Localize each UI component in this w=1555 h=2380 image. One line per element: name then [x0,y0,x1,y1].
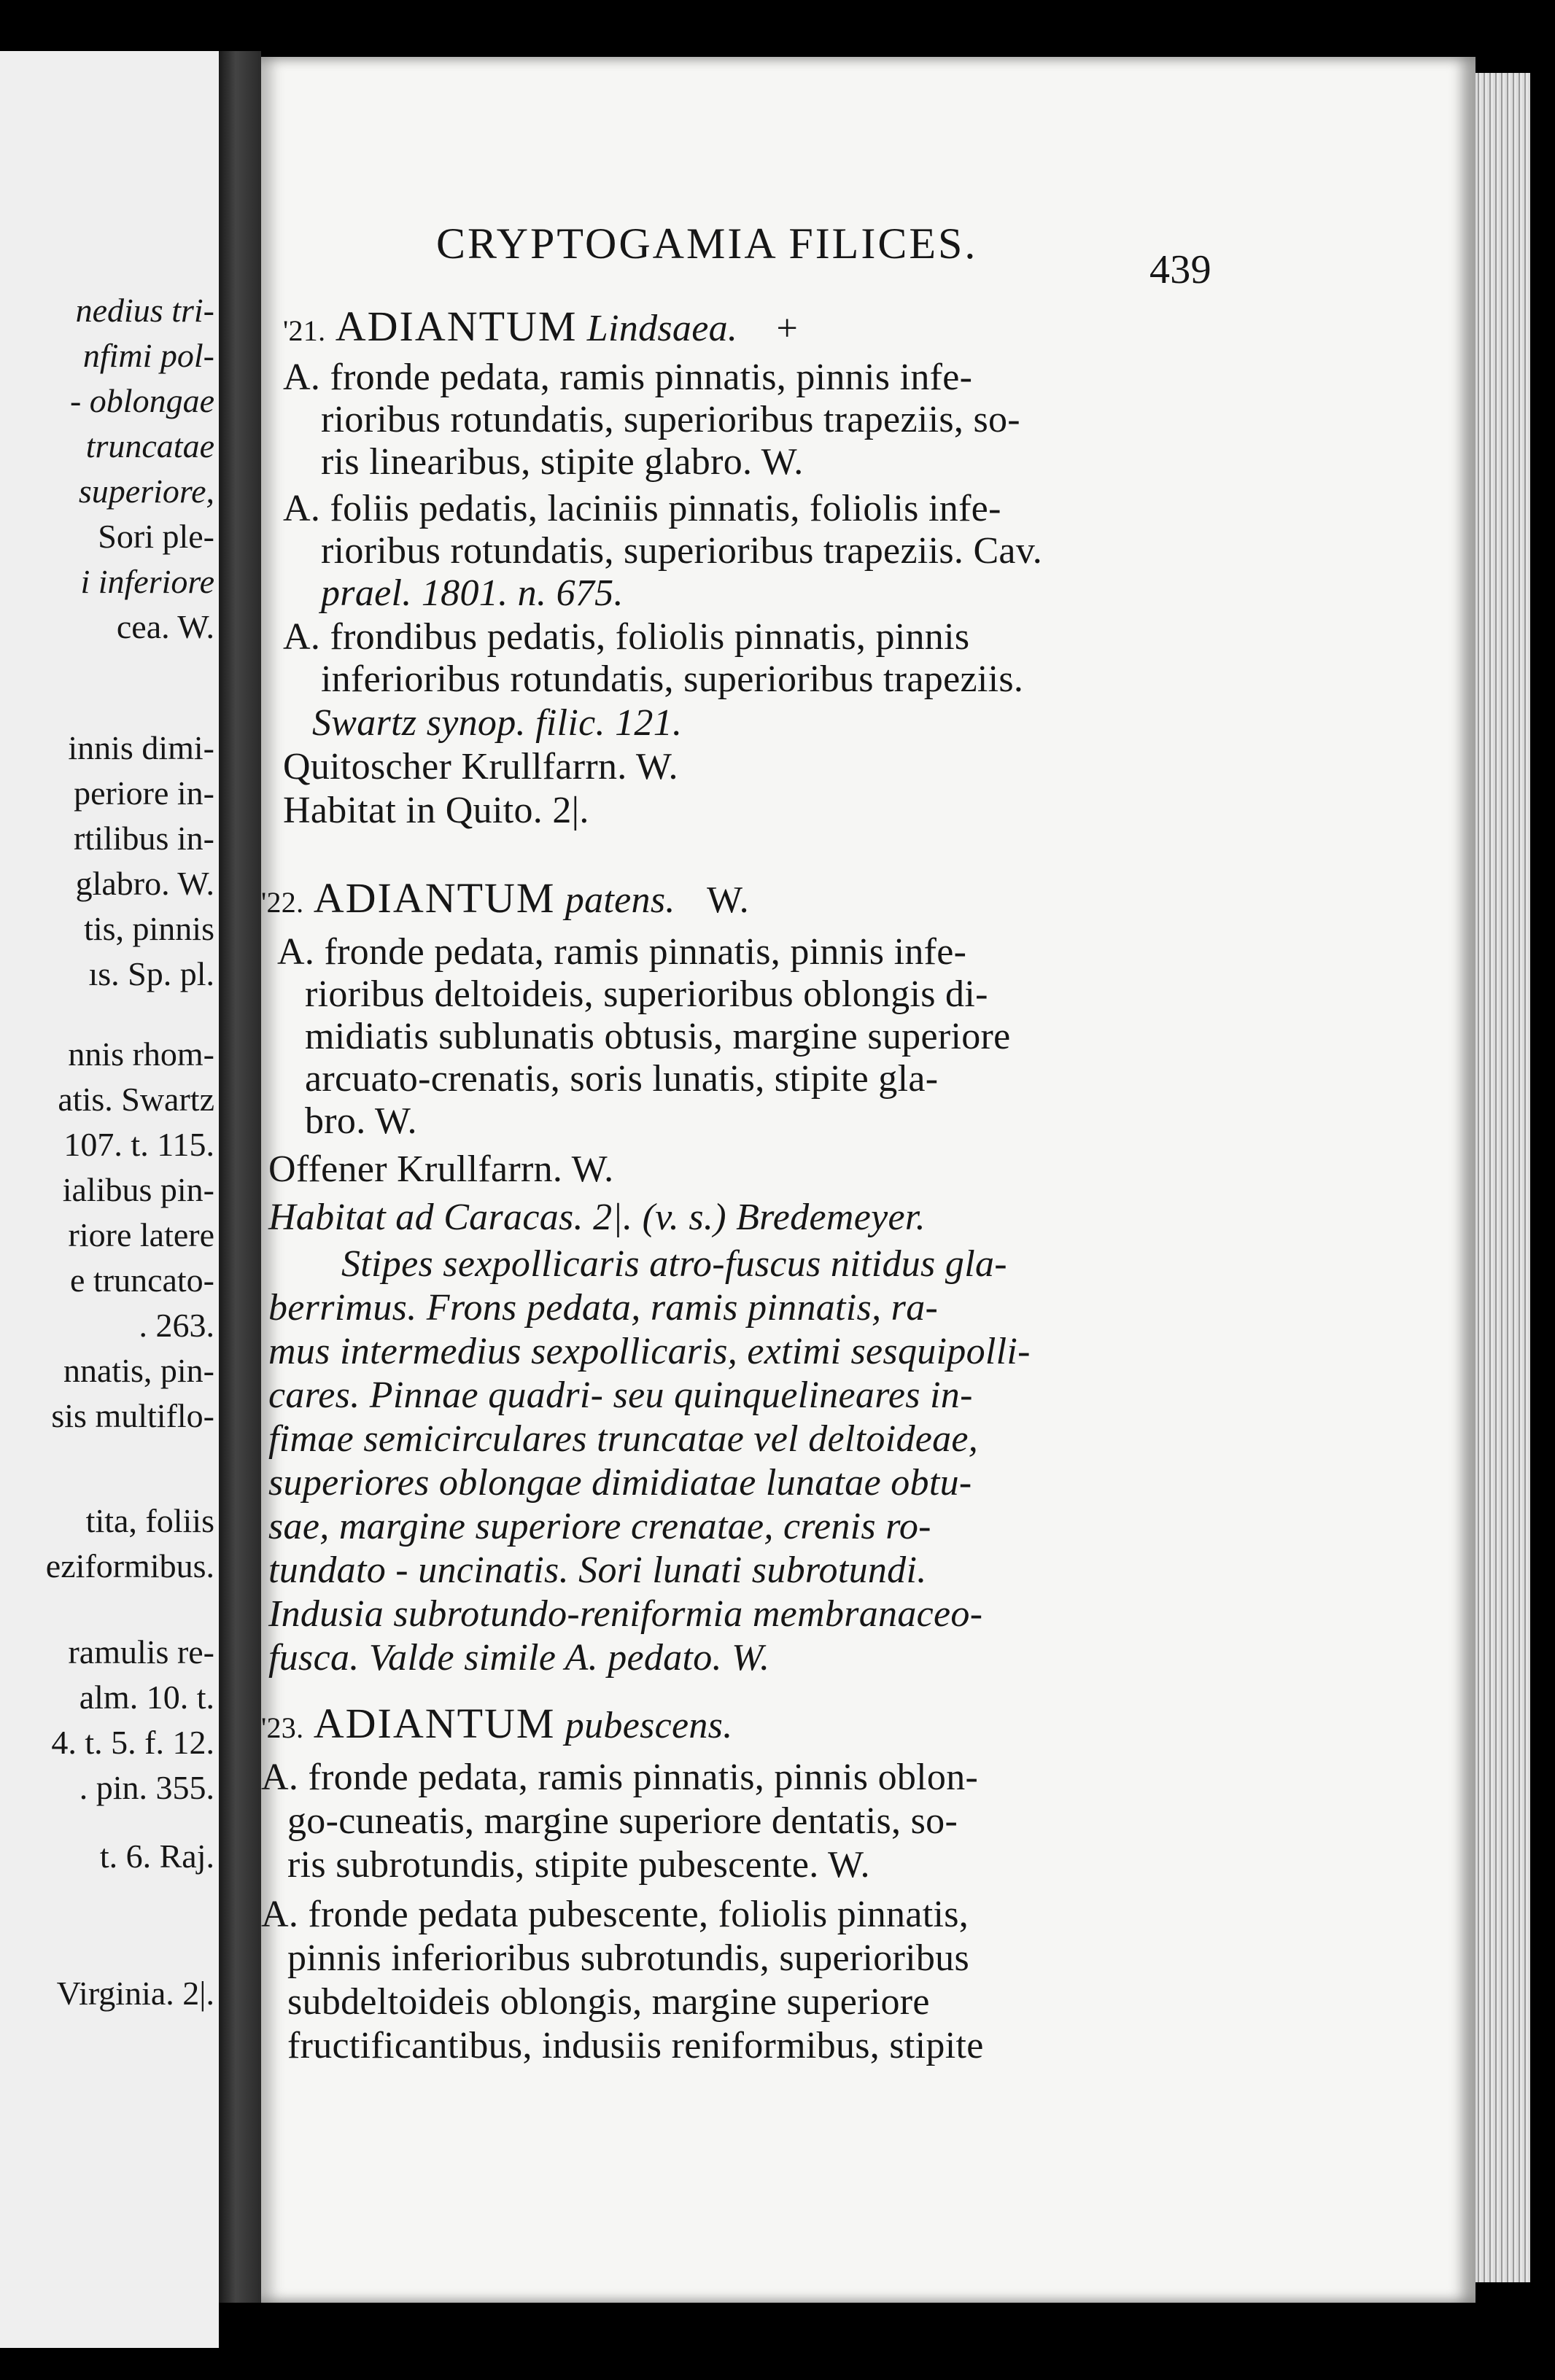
left-page-line: nnatis, pin- [63,1352,214,1389]
left-page-line: rtilibus in- [74,820,214,857]
left-page-line: 107. t. 115. [63,1126,214,1163]
left-page-line: superiore, [78,472,214,510]
left-page-line: periore in- [74,774,214,812]
left-page-line: eziformibus. [45,1547,214,1584]
book-gutter [219,51,261,2348]
entry-line: bro. W. [305,1100,417,1142]
left-page-line: atis. Swartz [58,1081,214,1118]
entry-line: Offener Krullfarrn. W. [268,1148,614,1190]
left-page-line: glabro. W. [75,865,214,902]
left-page-line: ramulis re- [68,1633,214,1671]
entry-line: fructificantibus, indusiis reniformibus, stipite [287,2025,984,2066]
left-page-line: ıs. Sp. pl. [88,955,214,992]
entry-heading [283,305,798,353]
left-page-line: . pin. 355. [79,1769,214,1806]
left-page-line: ialibus pin- [62,1171,214,1208]
left-page-line: nfimi pol- [82,337,214,374]
page-fore-edge [1475,73,1530,2282]
left-page-line: alm. 10. t. [79,1679,214,1716]
entry-line: rioribus deltoideis, superioribus oblongis di- [305,973,988,1015]
left-page-line: nnis rhom- [68,1035,214,1073]
author-abbrev: W. [706,879,749,921]
left-page-line: Virginia. 2|. [56,1975,214,2012]
genus-name: ADIANTUM [313,1700,556,1747]
left-page-line: nedius tri- [75,292,214,329]
entry-line: arcuato-crenatis, soris lunatis, stipite gla- [305,1058,939,1100]
entry-line: fusca. Valde simile A. pedato. W. [268,1637,770,1679]
entry-line: Quitoscher Krullfarrn. W. [283,746,678,788]
entry-marker: '21. [283,314,326,347]
genus-name: ADIANTUM [313,874,556,922]
left-page [0,51,223,2348]
bottom-shadow [219,2303,1532,2380]
entry-line: Habitat ad Caracas. 2|. (v. s.) Bredemeyer. [268,1197,926,1238]
entry-line: A. fronde pedata, ramis pinnatis, pinnis infe- [277,931,967,973]
entry-line: Swartz synop. filic. 121. [312,702,683,744]
entry-line: rioribus rotundatis, superioribus trapeziis, so- [321,399,1020,440]
entry-line: fimae semicirculares truncatae vel deltoideae, [268,1418,979,1460]
entry-line: subdeltoideis oblongis, margine superiore [287,1981,930,2023]
entry-line: A. fronde pedata pubescente, foliolis pinnatis, [261,1894,969,1935]
running-head: CRYPTOGAMIA FILICES. [436,219,978,268]
entry-line: ris subrotundis, stipite pubescente. W. [287,1844,870,1886]
species-name: Lindsaea. [586,308,738,349]
entry-line: A. foliis pedatis, laciniis pinnatis, foliolis infe- [283,488,1001,529]
entry-line: midiatis sublunatis obtusis, margine superiore [305,1016,1011,1057]
right-page [261,57,1475,2303]
species-name: pubescens. [565,1705,733,1746]
entry-marker: '22. [261,886,304,919]
left-page-line: innis dimi- [68,729,214,766]
entry-line: berrimus. Frons pedata, ramis pinnatis, ra- [268,1287,939,1329]
entry-marker: '23. [261,1711,304,1744]
left-page-line: 4. t. 5. f. 12. [51,1724,214,1761]
entry-line: superiores oblongae dimidiatae lunatae obtu- [268,1462,972,1504]
left-page-line: - oblongae [69,382,214,419]
entry-line: A. fronde pedata, ramis pinnatis, pinnis infe- [283,357,973,398]
entry-line: ris linearibus, stipite glabro. W. [321,441,804,483]
left-page-line: . 263. [139,1307,214,1344]
left-page-line: tita, foliis [85,1502,214,1539]
entry-line: inferioribus rotundatis, superioribus trapeziis. [321,658,1024,700]
left-page-line: Sori ple- [98,518,214,555]
left-page-line: riore latere [68,1216,214,1253]
entry-line: A. fronde pedata, ramis pinnatis, pinnis oblon- [261,1757,979,1798]
genus-name: ADIANTUM [335,303,578,350]
entry-line: rioribus rotundatis, superioribus trapeziis. Cav. [321,530,1043,572]
species-name: patens. [565,879,675,921]
entry-line: tundato - uncinatis. Sori lunati subrotundi. [268,1549,927,1591]
left-page-line: sis multiflo- [51,1397,214,1434]
entry-heading [261,876,749,925]
entry-line: go-cuneatis, margine superiore dentatis, so- [287,1800,958,1842]
entry-line: cares. Pinnae quadri- seu quinquelineares in- [268,1374,973,1416]
entry-line: Indusia subrotundo-reniformia membranaceo- [268,1593,983,1635]
entry-heading [261,1702,733,1750]
entry-line: Habitat in Quito. 2|. [283,790,589,831]
left-page-line: e truncato- [70,1261,214,1299]
left-page-line: t. 6. Raj. [99,1838,214,1875]
left-page-line: i inferiore [80,563,214,600]
entry-line: prael. 1801. n. 675. [321,572,624,614]
left-page-line: truncatae [85,427,214,464]
cross-mark: + [776,308,799,349]
left-page-line: tis, pinnis [84,910,214,947]
left-page-line: cea. W. [116,608,214,645]
page-number: 439 [1149,247,1211,292]
entry-line: pinnis inferioribus subrotundis, superioribus [287,1937,970,1979]
entry-line: mus intermedius sexpollicaris, extimi sesquipolli- [268,1331,1031,1372]
entry-line: A. frondibus pedatis, foliolis pinnatis, pinnis [283,616,970,658]
entry-line: sae, margine superiore crenatae, crenis ro- [268,1506,931,1547]
entry-line: Stipes sexpollicaris atro-fuscus nitidus gla- [341,1243,1007,1285]
